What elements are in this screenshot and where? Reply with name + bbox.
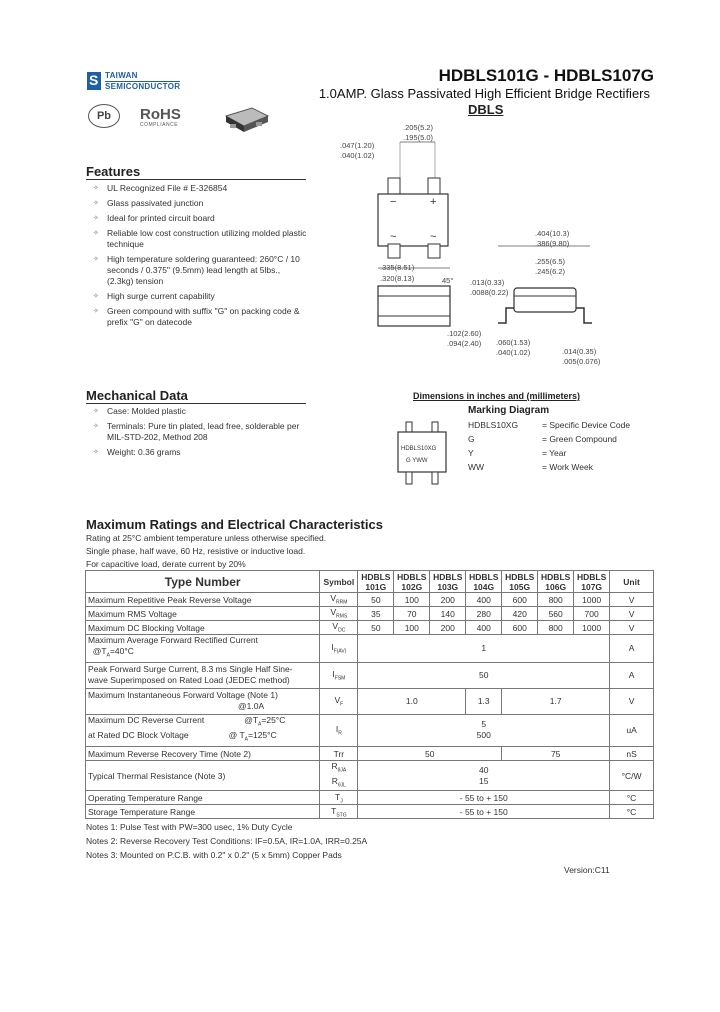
dim-label: .404(10.3) xyxy=(535,229,570,238)
dimensions-caption: Dimensions in inches and (millimeters) xyxy=(413,391,581,401)
rohs-logo: RoHS xyxy=(140,106,181,123)
part-header: HDBLS 106G xyxy=(538,571,574,593)
table-row: Maximum DC Blocking Voltage $V_{DC}$ 50 100 200 400 600 800 1000 V xyxy=(86,621,654,635)
dim-label: .335(8.51) xyxy=(380,263,415,272)
list-item: ✧ Reliable low cost construction utilizing molded plastic technique xyxy=(107,228,307,250)
note-2: Notes 2: Reverse Recovery Test Conditions: IF=0.5A, IR=1.0A, IRR=0.25A xyxy=(86,836,368,846)
list-item: ✧ Ideal for printed circuit board xyxy=(107,213,307,224)
dim-label: 45° xyxy=(442,276,454,285)
table-row: Maximum Repetitive Peak Reverse Voltage $V_{RRM}$ 50 100 200 400 600 800 1000 V xyxy=(86,593,654,607)
ac-terminal-label: ~ xyxy=(430,231,437,243)
company-logo xyxy=(87,72,101,90)
pb-free-icon: Pb xyxy=(88,104,120,128)
part-header: HDBLS 102G xyxy=(394,571,430,593)
ratings-table xyxy=(85,570,654,819)
marking-desc: = Work Week xyxy=(542,462,593,472)
chip-device-code: HDBLS10XG xyxy=(401,446,437,452)
plus-terminal-label: + xyxy=(430,196,437,208)
table-row: Maximum Reverse Recovery Time (Note 2) Trr 50 75 nS xyxy=(86,747,654,761)
marking-desc: = Specific Device Code xyxy=(542,420,631,430)
unit-header: Unit xyxy=(610,571,654,593)
dim-label: .040(1.02) xyxy=(496,348,531,357)
mechanical-heading: Mechanical Data xyxy=(86,388,188,403)
dim-label: .047(1.20) xyxy=(340,141,375,150)
table-row: Maximum Average Forward Rectified Current $@T_A=40^\circ C$ $I_{F(AV)}$ 1 A xyxy=(86,635,654,663)
document-title: HDBLS101G - HDBLS107G xyxy=(438,66,654,85)
part-header: HDBLS 101G xyxy=(358,571,394,593)
type-number-header: Type Number xyxy=(86,571,320,593)
dim-label: .040(1.02) xyxy=(340,151,375,160)
marking-desc: = Year xyxy=(542,448,567,458)
table-row: Peak Forward Surge Current, 8.3 ms Single Half Sine- wave Superimposed on Rated Load (JEDEC method) $I_{FSM}$ 50 A xyxy=(86,662,654,688)
ratings-heading: Maximum Ratings and Electrical Characteristics xyxy=(86,517,383,532)
marking-diagram-title: Marking Diagram xyxy=(468,405,550,416)
features-list xyxy=(107,183,307,332)
dim-label: .320(8.13) xyxy=(380,274,415,283)
dim-label: .205(5.2) xyxy=(403,123,434,132)
table-row: Operating Temperature Range $T_J$ - 55 to + 150 °C xyxy=(86,791,654,805)
dim-label: .102(2.60) xyxy=(447,329,482,338)
mechanical-rule xyxy=(86,403,306,404)
table-row: Storage Temperature Range $T_{STG}$ - 55 to + 150 °C xyxy=(86,805,654,819)
marking-code: HDBLS10XG xyxy=(468,420,519,430)
list-item: ✧ Weight: 0.36 grams xyxy=(107,447,307,458)
ratings-intro-2: Single phase, half wave, 60 Hz, resistive or inductive load. xyxy=(86,546,306,556)
list-item: ✧ Terminals: Pure tin plated, lead free, solderable per MIL-STD-202, Method 208 xyxy=(107,421,307,443)
dim-label: .245(6.2) xyxy=(535,267,566,276)
list-item: ✧ Glass passivated junction xyxy=(107,198,307,209)
marking-desc: = Green Compound xyxy=(542,434,617,444)
company-name-line1: TAIWAN xyxy=(105,71,138,80)
dim-label: .195(5.0) xyxy=(403,133,434,142)
marking-chip-drawing xyxy=(392,420,456,492)
part-header: HDBLS 105G xyxy=(502,571,538,593)
ratings-intro-3: For capacitive load, derate current by 20% xyxy=(86,559,246,569)
dim-label: .386(9.80) xyxy=(535,239,570,248)
dim-label: .060(1.53) xyxy=(496,338,531,347)
rohs-compliance: COMPLIANCE xyxy=(140,122,179,128)
dim-label: .094(2.40) xyxy=(447,339,482,348)
table-row: Maximum DC Reverse Current $@T_A=25^\circ C$ at Rated DC Block Voltage @ $T_A=125^\circ C$ $I_R$ 5 500 uA xyxy=(86,714,654,746)
ratings-intro-1: Rating at 25°C ambient temperature unless otherwise specified. xyxy=(86,533,327,543)
table-header-row xyxy=(86,571,654,593)
dim-label: .005(0.076) xyxy=(562,357,601,366)
note-1: Notes 1: Pulse Test with PW=300 usec, 1% Duty Cycle xyxy=(86,822,293,832)
list-item: ✧ UL Recognized File # E-326854 xyxy=(107,183,307,194)
dim-label: .0088(0.22) xyxy=(470,288,509,297)
features-rule xyxy=(86,179,306,180)
mechanical-list xyxy=(107,406,307,462)
part-header: HDBLS 107G xyxy=(574,571,610,593)
chip-date-code: G YWW xyxy=(406,458,428,464)
symbol-header: Symbol xyxy=(320,571,358,593)
part-header: HDBLS 104G xyxy=(466,571,502,593)
version-label: Version:C11 xyxy=(564,865,610,875)
marking-code: WW xyxy=(468,462,485,472)
list-item: ✧ Case: Molded plastic xyxy=(107,406,307,417)
part-header: HDBLS 103G xyxy=(430,571,466,593)
list-item: ✧ High temperature soldering guaranteed: 260°C / 10 seconds / 0.375" (9.5mm) lead length at 5lbs., (2.3kg) tension xyxy=(107,254,307,287)
table-row: Maximum RMS Voltage $V_{RMS}$ 35 70 140 280 420 560 700 V xyxy=(86,607,654,621)
features-heading: Features xyxy=(86,164,141,179)
table-row: Typical Thermal Resistance (Note 3) $R_{\theta JA}$ $R_{\theta JL}$ 40 15 °C/W xyxy=(86,761,654,791)
marking-code: Y xyxy=(468,448,474,458)
list-item: ✧ High surge current capability xyxy=(107,291,307,302)
dim-label: .013(0.33) xyxy=(470,278,505,287)
table-row: Maximum Instantaneous Forward Voltage (Note 1) @1.0A $V_F$ 1.0 1.3 1.7 V xyxy=(86,688,654,714)
dim-label: .014(0.35) xyxy=(562,347,597,356)
package-dimension-drawing xyxy=(330,118,660,368)
note-3: Notes 3: Mounted on P.C.B. with 0.2" x 0.2" (5 x 5mm) Copper Pads xyxy=(86,850,342,860)
document-subtitle: 1.0AMP. Glass Passivated High Efficient Bridge Rectifiers xyxy=(318,86,650,101)
company-name-line2: SEMICONDUCTOR xyxy=(105,82,181,91)
package-photo xyxy=(222,104,272,136)
ac-terminal-label: ~ xyxy=(390,231,397,243)
minus-terminal-label: − xyxy=(390,196,397,208)
package-name: DBLS xyxy=(468,102,504,117)
marking-code: G xyxy=(468,434,475,444)
list-item: ✧ Green compound with suffix "G" on packing code & prefix "G" on datecode xyxy=(107,306,307,328)
dim-label: .255(6.5) xyxy=(535,257,566,266)
